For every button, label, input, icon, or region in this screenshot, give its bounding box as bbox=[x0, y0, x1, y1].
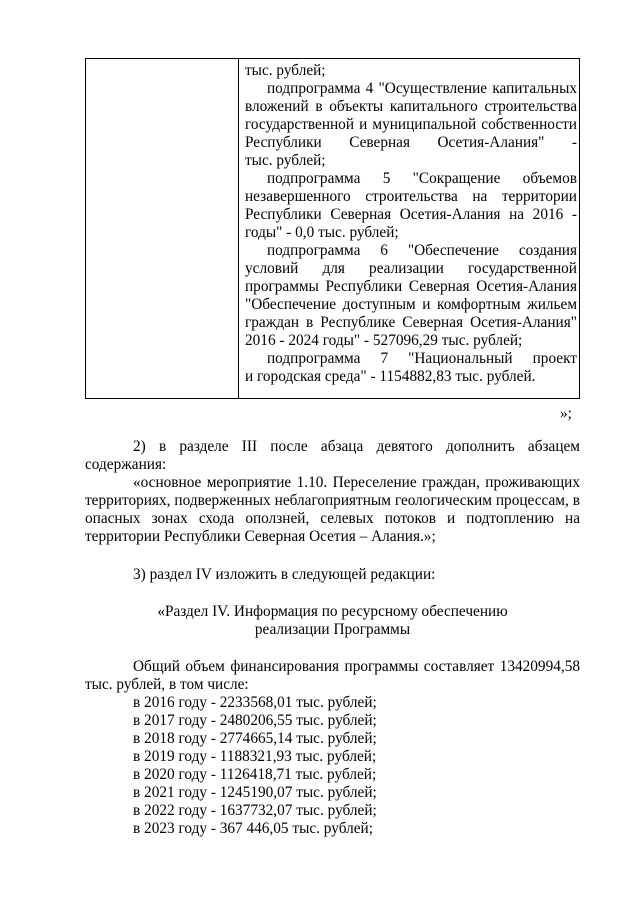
item3-line: 3) раздел IV изложить в следующей редакции: bbox=[133, 566, 436, 583]
cell-line: вложений в объекты капитального строительства bbox=[245, 98, 577, 115]
closing-quote: »; bbox=[560, 405, 572, 422]
cell-line: "Обеспечение доступным и комфортным жильем bbox=[245, 296, 577, 313]
cell-line: незавершенного строительства на территории bbox=[245, 188, 577, 205]
financing-intro: Общий объем финансирования программы составляет 13420994,58 bbox=[133, 658, 580, 675]
cell-line: подпрограмма 5 "Сокращение объемов bbox=[267, 170, 577, 187]
cell-line: Республики Северная Осетия-Алания на 2016 - bbox=[245, 206, 577, 223]
item2-line: опасных зонах схода оползней, селевых потоков и подтоплению на bbox=[85, 510, 580, 527]
item2-line: территориях, подверженных неблагоприятным геологическим процессам, в bbox=[85, 492, 580, 509]
item2-line: территории Республики Северная Осетия – Алания.»; bbox=[85, 528, 436, 545]
financing-intro: тыс. рублей, в том числе: bbox=[85, 676, 249, 693]
cell-line: 2016 - 2024 годы" - 527096,29 тыс. рублей; bbox=[245, 332, 523, 349]
table-left-cell bbox=[86, 59, 239, 398]
cell-line: и городская среда" - 1154882,83 тыс. рублей. bbox=[245, 368, 536, 385]
item2-line: «основное мероприятие 1.10. Переселение граждан, проживающих bbox=[133, 474, 580, 491]
program-table bbox=[85, 58, 580, 399]
section-title-line1: «Раздел IV. Информация по ресурсному обеспечению bbox=[157, 603, 508, 620]
cell-line: подпрограмма 6 "Обеспечение создания bbox=[267, 242, 577, 259]
cell-line: граждан в Республике Северная Осетия-Алания" bbox=[245, 314, 577, 331]
year-line: в 2022 году - 1637732,07 тыс. рублей; bbox=[133, 802, 377, 819]
year-line: в 2023 году - 367 446,05 тыс. рублей; bbox=[133, 820, 373, 837]
year-line: в 2019 году - 1188321,93 тыс. рублей; bbox=[133, 748, 377, 765]
year-line: в 2021 году - 1245190,07 тыс. рублей; bbox=[133, 784, 377, 801]
year-line: в 2016 году - 2233568,01 тыс. рублей; bbox=[133, 694, 377, 711]
cell-line: подпрограмма 7 "Национальный проект bbox=[267, 350, 577, 367]
year-line: в 2018 году - 2774665,14 тыс. рублей; bbox=[133, 730, 377, 747]
cell-line: программы Республики Северная Осетия-Алания bbox=[245, 278, 577, 295]
year-line: в 2017 году - 2480206,55 тыс. рублей; bbox=[133, 712, 377, 729]
cell-line: подпрограмма 4 "Осуществление капитальных bbox=[267, 80, 577, 97]
cell-line: годы" - 0,0 тыс. рублей; bbox=[245, 224, 399, 241]
item2-line: 2) в разделе III после абзаца девятого дополнить абзацем bbox=[133, 438, 580, 455]
cell-line: тыс. рублей; bbox=[245, 62, 326, 79]
item2-line: содержания: bbox=[85, 456, 167, 473]
year-line: в 2020 году - 1126418,71 тыс. рублей; bbox=[133, 766, 377, 783]
cell-line: Республики Северная Осетия-Алания" - bbox=[245, 134, 577, 151]
table-right-cell bbox=[239, 59, 579, 398]
cell-line: государственной и муниципальной собственности bbox=[245, 116, 577, 133]
section-title-line2: реализации Программы bbox=[254, 621, 411, 638]
cell-line: тыс. рублей; bbox=[245, 152, 326, 169]
cell-line: условий для реализации государственной bbox=[245, 260, 577, 277]
